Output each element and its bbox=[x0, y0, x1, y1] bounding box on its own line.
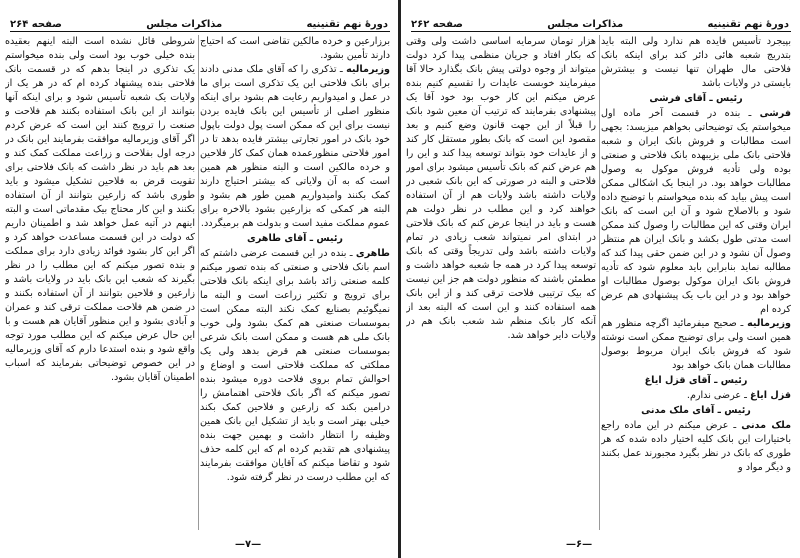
text-column bbox=[406, 35, 596, 533]
paragraph-text: ـ بنده در قسمت آخر ماده اول میخواستم یک توضیحاتی بخواهم میزیسد: بجهی است مطالبات و فروش بانک ایران و شعبه فلاحتی بانک ملی بزیبهده بانک فلاحتی و صنعتی بوده ولی تأدیه فروش موکول به وصول مطالبات خواهد بود. در اینجا یک اشکالی ممکن است پیش بیاید که بنده میخواستم با توضیح داده شود و بالاصلاح شود و آن این است که بانک ایران وقتی که این مطالبات را وصول کند ممکن است مدتی طول بکشد و بانک ایران هم منتظر وصول آن نشود و در این ضمن حقی پیدا کند که مطالبه نماید بنابراین باید معلوم شود که تأدیه فروش بانک ایران موکول بوصول مطالبات او خواهد بود و در این باب یک پیشنهادی هم عرض کرده ام bbox=[601, 108, 791, 315]
speaker-heading: رئیس ـ آقای طاهری bbox=[247, 233, 343, 244]
paragraph bbox=[601, 35, 791, 91]
right-page bbox=[401, 0, 799, 558]
speaker-name: ملک مدنی bbox=[741, 420, 791, 431]
speaker-name: وزیرمالیه bbox=[747, 318, 791, 329]
speaker-heading: رئیس ـ آقای فرشی bbox=[649, 93, 743, 104]
page-header bbox=[10, 14, 388, 30]
column-divider bbox=[599, 35, 600, 530]
paragraph-text: بپیجرد تأسیس فایده هم ندارد ولی البته باید بتدریج شعبه هائی دائر کند برای اینکه بانک فلاحتی مال طهران تنها نیست و بیشترش بایستی در ولایات باشد bbox=[601, 36, 791, 89]
header-title: مذاکرات مجلس bbox=[146, 19, 223, 30]
header-title: مذاکرات مجلس bbox=[547, 19, 624, 30]
paragraph bbox=[200, 247, 390, 485]
paragraph bbox=[601, 419, 791, 475]
left-page bbox=[0, 0, 398, 558]
speaker-name: قزل ایاغ bbox=[750, 390, 791, 401]
paragraph-text: هزار تومان سرمایه اساسی داشت ولی وقتی که بکار افتاد و جریان منظمی پیدا کرد دولت میتواند از وجوه دولتی پیش بانک بگذارد حالا آقا میفرمایند خوبست عایدات را تقسیم کنیم بنده عرض میکنم این کار خوب بود خود آقا یک پیشنهادی بفرمایند که ترتیب آن معین شود بانک را قبلاً از این جهت قانون وضع کنیم و بعد مقصود این است که بانک بطور مستقل کار کند و از عایدات خود بتواند توسعه پیدا کند و این را هم عرض کنم که بانک تأسیس میشود برای امور فلاحتی و البته در صورتی که این بانک شعبی در ولایات داشته باشد ولایات هم از آن استفاده خواهند کرد و این مطلب در نظر دولت هم هست و باید در اینجا عرض کنم که بانک فلاحتی در ابتدای امر نمیتواند شعب زیادی در تمام ولایات داشته باشد ولی تدریجاً وقتی که بانک توسعه پیدا کرد در همه جا شعبه خواهد داشت و مطمئن باشند که منظور دولت هم جز این نیست که بیک ترتیبی فلاحت ترقی کند و از این بانک همه استفاده کنند و این است که البته بعد از آنکه کار بانک منظم شد شعب بانک هم در ولایات دایر خواهد شد. bbox=[406, 36, 596, 341]
paragraph bbox=[601, 317, 791, 373]
paragraph bbox=[5, 35, 195, 385]
paragraph bbox=[200, 35, 390, 63]
paragraph-text: برزارعین و خرده مالکین تقاضی است که احتیاج دارند تأمین بشود. bbox=[200, 36, 390, 61]
paragraph bbox=[601, 107, 791, 317]
paragraph-text: ـ عرض میکنم در این ماده راجع باختیارات این بانک کلیه اختیار داده شده که هر طوری که بانک در نظر بگیرد مجبورند عمل بکنند و دیگر مواد و bbox=[601, 420, 791, 473]
speaker-name: وزیرمالیه bbox=[346, 64, 390, 75]
paragraph bbox=[200, 63, 390, 231]
session-label: دورهٔ نهم تقنینیه bbox=[306, 19, 388, 30]
paragraph-text: ـ عرضی ندارم. bbox=[686, 390, 747, 401]
page-number: صفحه ۲۶۴ bbox=[10, 19, 62, 30]
paragraph bbox=[601, 389, 791, 403]
folio-number: —۶— bbox=[566, 539, 593, 550]
paragraph-text: ـ بنده در این قسمت عرضی داشتم که اسم بانک فلاحتی و صنعتی که بنده تصور میکنم کلمه صنعتی زائد باشد برای اینکه بانک فلاحتی برای ترویج و تکثیر زراعت است و البته ما نمیگوئیم بصنایع کمک نکند البته ممکن است بموسسات صنعتی هم کمک بشود ولی خوب بانک ملی هم هست و ممکن است بانک شرعی بموسسات صنعتی هم قرض بدهد ولی یک مملکتی که مملکت فلاحتی است و اوضاع و احوالش تمام بروی فلاحت دوره میشود بنده تصور میکنم که اگر بانک فلاحتی اهتمامش را درامین بکند که زارعین و فلاحین کمک بکند خیلی بهتر است و باید از تشکیل این بانک همین وظیفه را انتظار داشت و بهمین جهت بنده پیشنهادی هم تقدیم کرده ام که این کلمه حذف شود و تقاضا میکنم که آقایان موافقت بفرمایند که این مطلب درست در نظر گرفته شود. bbox=[200, 248, 390, 483]
column-divider bbox=[198, 35, 199, 530]
speaker-name: فرشی bbox=[759, 108, 791, 119]
header-rule bbox=[411, 31, 791, 32]
folio-number: —۷— bbox=[235, 539, 262, 550]
speaker-heading: رئیس ـ آقای ملک مدنی bbox=[641, 405, 751, 416]
session-label: دورهٔ نهم تقنینیه bbox=[707, 19, 789, 30]
speaker-heading: رئیس ـ آقای قزل ایاغ bbox=[644, 375, 748, 386]
header-rule bbox=[10, 31, 390, 32]
page-number: صفحه ۲۶۲ bbox=[411, 19, 463, 30]
page-header bbox=[411, 14, 789, 30]
text-column bbox=[601, 35, 791, 533]
paragraph-text: شروطی قائل نشده است البته اینهم بعقیده بنده خیلی خوب بود است ولی بنده میخواستم یک تذکری در اینجا بدهم که در قسمت بانک فلاحتی بنده پیشنهاد کرده ام که در هر یک از ولایات یک شعبه تأسیس شود و برای اینکه آنها بتوانند از این بانک استفاده بکنند هم فلاحت و صنعت را ترویج کنند این است که عرض کردم اگر آقای وزیرمالیه موافقت بفرمایند این بانک در درجه اول بفلاحت و زراعت مملکت کمک کند و بعد هم باید در نظر داشت که بانک فلاحتی برای تقویت قرض به فلاحین تشکیل میشود و باید طوری باشد که زارعین بتوانند از آن استفاده بکنند و این کار محتاج بیک مقدماتی است و البته اینهم در آتیه عمل خواهد شد و اطمینان داریم که دولت در این قسمت مساعدت خواهد کرد و اگر این کار بشود فوائد زیادی دارد برای مملکت و بنده تصور میکنم که این مطلب را در نظر بگیرند که شعب این بانک باید در ولایات باشد و زارعین و فلاحین بتوانند از آن استفاده بکنند و در ضمن هم فلاحت مملکت ترقی کند و عمران و آبادی بشود و این منظور آقایان هم هست و با این حال عرض میکنم که این مطلب مورد توجه واقع شود و بنده استدعا دارم که آقای وزیرمالیه در این خصوص توضیحاتی بفرمایند که اسباب اطمینان آقایان بشود. bbox=[5, 36, 195, 383]
paragraph-text: ـ تذکری را که آقای ملک مدنی دادند برای بانک فلاحتی این یک تذکری است برای ما در عمل و امیدواریم رعایت هم بشود برای اینکه منظور اصلی از تأسیس این بانک فایده بردن نیست برای این که ممکن است پول دولت باپول خود بانک در امور تجارتی بیشتر فایده بدهد تا در امور فلاحتی منظورعمده همان کمک کار فلاحین و خرده مالکین است و البته منظور هم همین است که به آن ولایاتی که بیشتر احتیاج دارند کمک بکنند وامیدواریم همین طور هم بشود و البته هر کمکی که بزارعین بشود بالاخره برای عموم مملکت مفید است و بدولت هم برمیگردد. bbox=[200, 64, 390, 229]
paragraph bbox=[406, 35, 596, 343]
speaker-name: طاهری bbox=[355, 248, 390, 259]
text-column bbox=[5, 35, 195, 533]
text-column bbox=[200, 35, 390, 533]
paragraph-text: ـ صحیح میفرمائید اگرچه منظور هم همین است ولی برای توضیح ممکن است نوشته شود که فروش بانک ایران مربوط بوصول مطالبات همان بانک خواهد بود bbox=[601, 318, 791, 371]
